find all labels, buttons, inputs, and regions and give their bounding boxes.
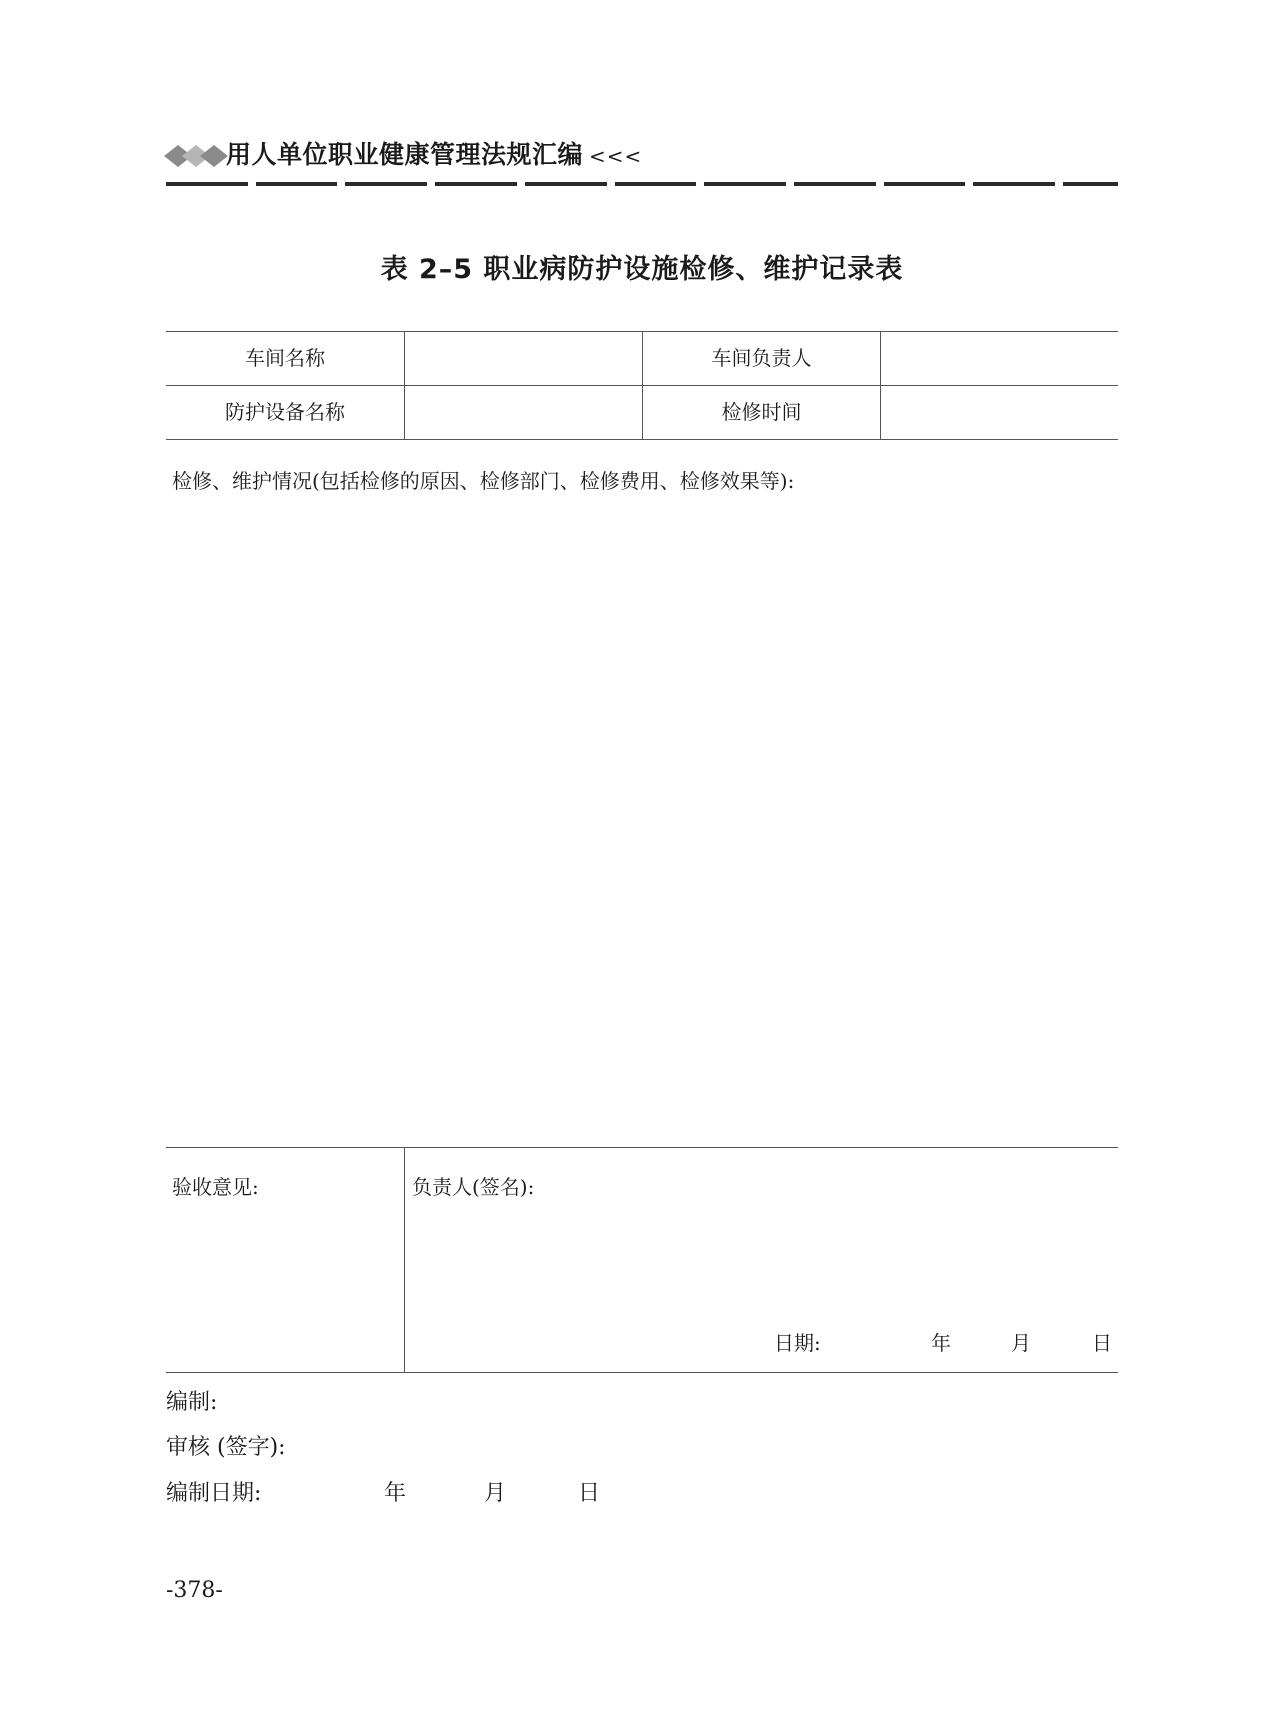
header-rule bbox=[166, 182, 1118, 186]
compile-year-label: 年 bbox=[384, 1481, 407, 1506]
acceptance-day-label: 日 bbox=[1092, 1331, 1112, 1355]
header-arrows: <<< bbox=[589, 144, 643, 168]
compile-day-label: 日 bbox=[578, 1481, 601, 1506]
table-rule bbox=[404, 331, 405, 439]
table-rule bbox=[166, 1372, 1118, 1373]
acceptance-opinion-label: 验收意见: bbox=[172, 1175, 259, 1199]
acceptance-month-label: 月 bbox=[1011, 1331, 1031, 1355]
table-rule bbox=[404, 1147, 405, 1372]
table-rule bbox=[166, 439, 1118, 440]
workshop-manager-label: 车间负责人 bbox=[711, 346, 812, 370]
table-rule bbox=[880, 331, 881, 439]
table-rule bbox=[166, 1147, 1118, 1148]
document-title: 表 2–5 职业病防护设施检修、维护记录表 bbox=[380, 254, 904, 285]
responsible-signature-label: 负责人(签名): bbox=[412, 1175, 535, 1199]
maintenance-time-label: 检修时间 bbox=[721, 400, 802, 424]
book-title bbox=[226, 140, 642, 171]
acceptance-date-label: 日期: bbox=[774, 1331, 821, 1355]
maintenance-situation-label: 检修、维护情况(包括检修的原因、检修部门、检修费用、检修效果等): bbox=[172, 469, 795, 493]
reviewed-by-label: 审核 (签字): bbox=[166, 1435, 286, 1460]
compile-date-label: 编制日期: bbox=[166, 1481, 262, 1506]
acceptance-year-label: 年 bbox=[931, 1331, 951, 1355]
record-form-table bbox=[166, 331, 1118, 1373]
workshop-name-label: 车间名称 bbox=[245, 346, 325, 370]
compile-month-label: 月 bbox=[484, 1481, 507, 1506]
book-title-text: 用人单位职业健康管理法规汇编 bbox=[226, 140, 584, 169]
page-number: -378- bbox=[166, 1578, 223, 1603]
protective-equipment-name-label: 防护设备名称 bbox=[225, 400, 345, 424]
compiled-by-label: 编制: bbox=[166, 1390, 218, 1415]
diamond-ornament-icon bbox=[162, 143, 236, 169]
